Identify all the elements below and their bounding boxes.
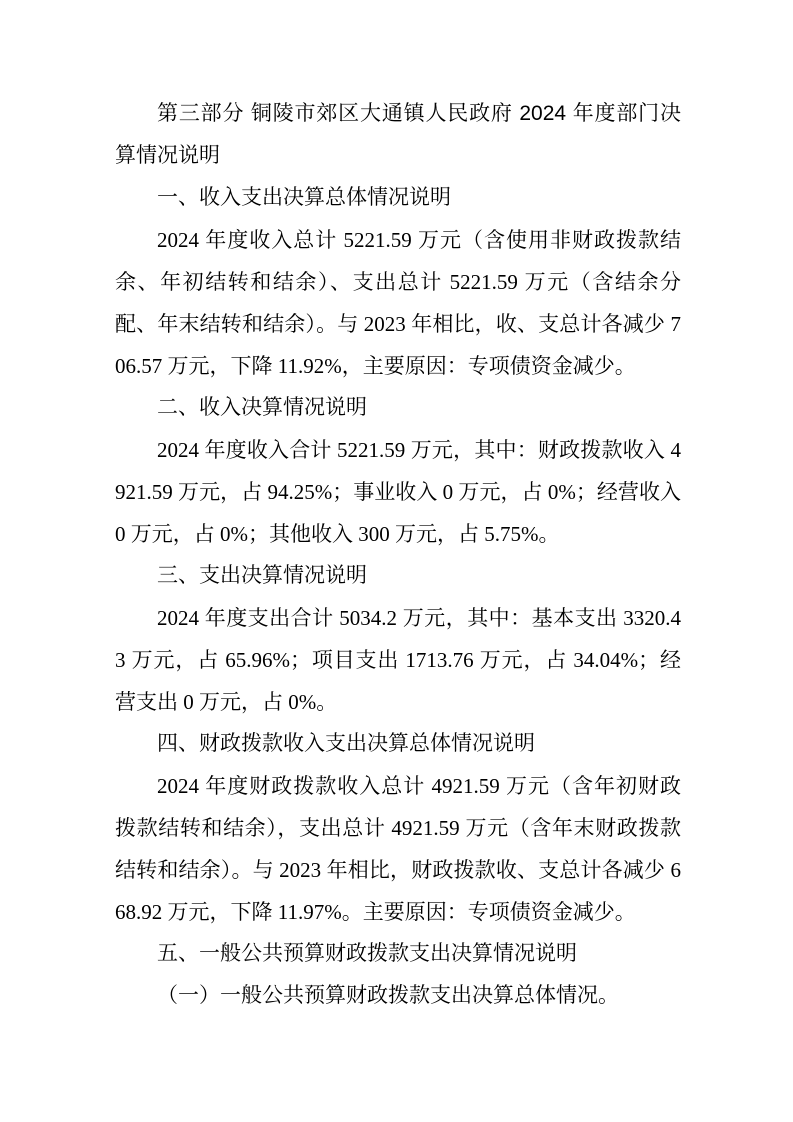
section-paragraph-income-expenditure-overview: 2024 年度收入总计 5221.59 万元（含使用非财政拨款结余、年初结转和结余）、支出总计 5221.59 万元（含结余分配、年末结转和结余）。与 2023 年相比，收、支总计各减少 706.57 万元，下降 11.92%，主要原因：专项债资金减少。 <box>115 228 681 378</box>
section-heading-general-public-budget-expenditure: 五、一般公共预算财政拨款支出决算情况说明 <box>157 942 577 965</box>
section-heading-income-expenditure-overview: 一、收入支出决算总体情况说明 <box>157 186 451 209</box>
section-paragraph-expenditure-details: 2024 年度支出合计 5034.2 万元，其中：基本支出 3320.43 万元，占 65.96%；项目支出 1713.76 万元，占 34.04%；经营支出 0 万元，占 0%。 <box>115 606 681 714</box>
section-paragraph-fiscal-appropriation-overview: 2024 年度财政拨款收入总计 4921.59 万元（含年初财政拨款结转和结余），支出总计 4921.59 万元（含年末财政拨款结转和结余）。与 2023 年相比，财政拨款收、支总计各减少 668.92 万元，下降 11.97%。主要原因：专项债资金减少。 <box>115 774 681 924</box>
section-heading-income-details: 二、收入决算情况说明 <box>157 396 367 419</box>
section-paragraph-income-details: 2024 年度收入合计 5221.59 万元，其中：财政拨款收入 4921.59 万元，占 94.25%；事业收入 0 万元，占 0%；经营收入 0 万元，占 0%；其他收入 300 万元，占 5.75%。 <box>115 438 681 546</box>
subsection-heading-general-public-budget-overall: （一）一般公共预算财政拨款支出决算总体情况。 <box>157 984 619 1007</box>
section-heading-expenditure-details: 三、支出决算情况说明 <box>157 564 367 587</box>
section-heading-fiscal-appropriation-overview: 四、财政拨款收入支出决算总体情况说明 <box>157 732 535 755</box>
document-title: 第三部分 铜陵市郊区大通镇人民政府 2024 年度部门决算情况说明 <box>115 102 681 167</box>
document-content <box>115 93 681 1017</box>
